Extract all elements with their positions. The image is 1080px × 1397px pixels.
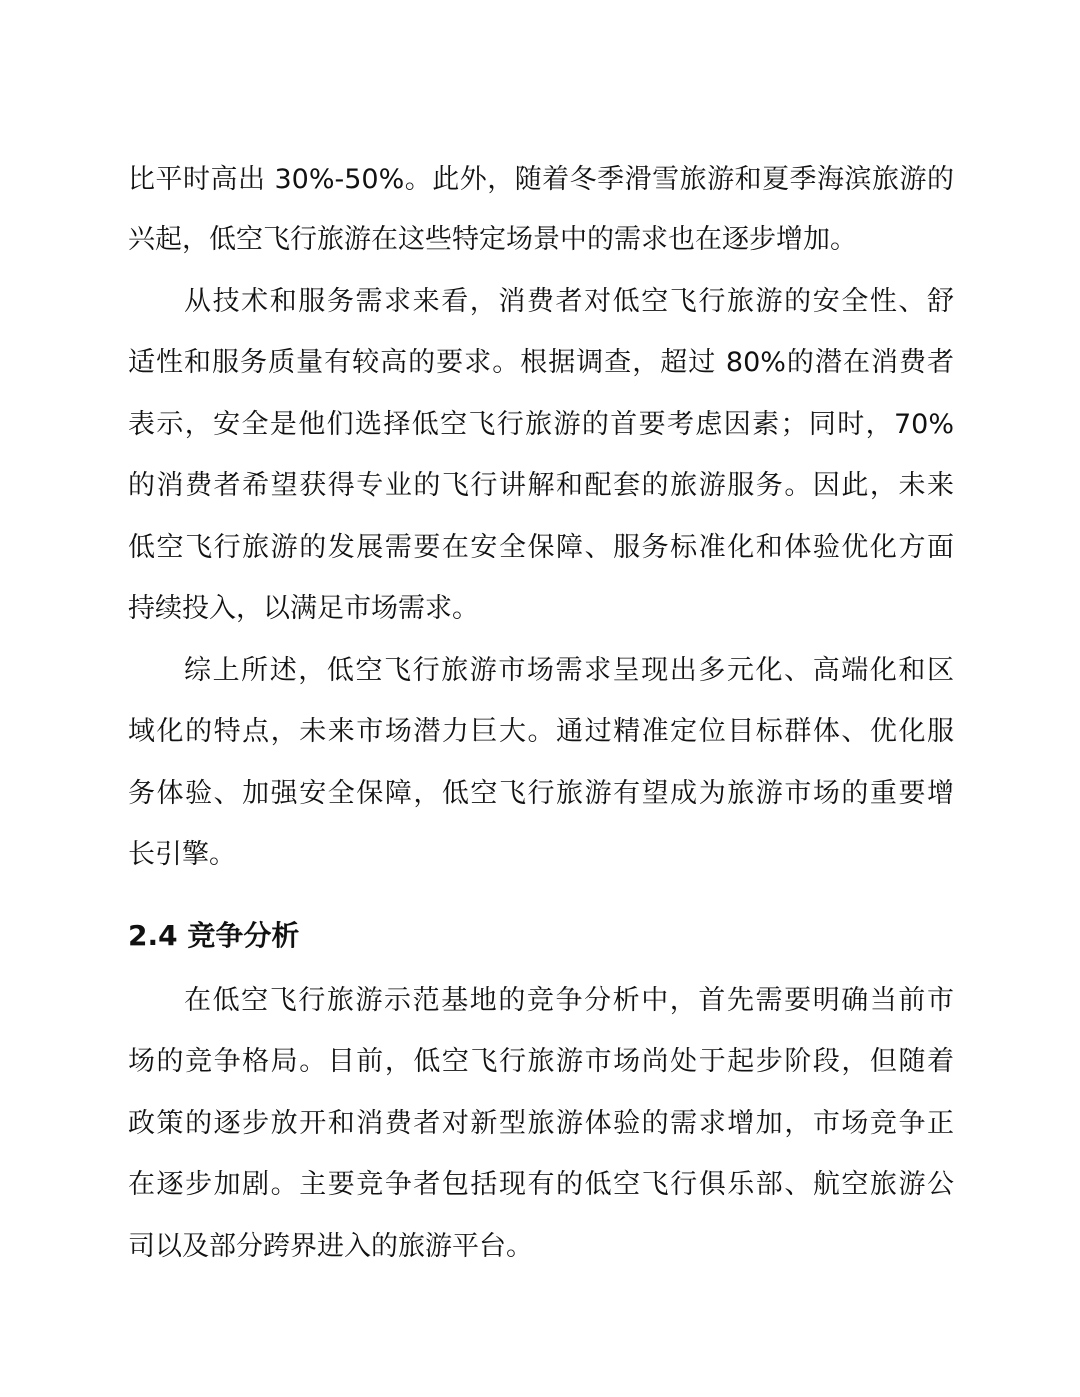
paragraph-3-line-2: 域化的特点，未来市场潜力巨大。通过精准定位目标群体、优化服 bbox=[128, 716, 954, 747]
section-paragraph-line-4: 在逐步加剧。主要竞争者包括现有的低空飞行俱乐部、航空旅游公 bbox=[128, 1169, 954, 1200]
paragraph-2-line-2: 适性和服务质量有较高的要求。根据调查，超过 80%的潜在消费者 bbox=[128, 347, 954, 378]
section-paragraph-line-3: 政策的逐步放开和消费者对新型旅游体验的需求增加，市场竞争正 bbox=[128, 1108, 954, 1139]
section-paragraph-line-1: 在低空飞行旅游示范基地的竞争分析中，首先需要明确当前市 bbox=[184, 985, 954, 1016]
section-paragraph-line-5: 司以及部分跨界进入的旅游平台。 bbox=[128, 1231, 533, 1262]
paragraph-3-line-4: 长引擎。 bbox=[128, 839, 236, 870]
paragraph-1-line-1: 比平时高出 30%-50%。此外，随着冬季滑雪旅游和夏季海滨旅游的 bbox=[128, 164, 954, 195]
paragraph-1-line-2: 兴起，低空飞行旅游在这些特定场景中的需求也在逐步增加。 bbox=[128, 224, 857, 255]
paragraph-3-line-1: 综上所述，低空飞行旅游市场需求呈现出多元化、高端化和区 bbox=[184, 655, 954, 686]
paragraph-2-line-1: 从技术和服务需求来看，消费者对低空飞行旅游的安全性、舒 bbox=[184, 286, 954, 317]
paragraph-2-line-5: 低空飞行旅游的发展需要在安全保障、服务标准化和体验优化方面 bbox=[128, 532, 954, 563]
section-paragraph-line-2: 场的竞争格局。目前，低空飞行旅游市场尚处于起步阶段，但随着 bbox=[128, 1046, 954, 1077]
paragraph-3-line-3: 务体验、加强安全保障，低空飞行旅游有望成为旅游市场的重要增 bbox=[128, 778, 954, 809]
section-heading: 2.4 竞争分析 bbox=[128, 919, 300, 952]
paragraph-2-line-3: 表示，安全是他们选择低空飞行旅游的首要考虑因素；同时，70% bbox=[128, 409, 954, 440]
paragraph-2-line-6: 持续投入，以满足市场需求。 bbox=[128, 593, 479, 624]
paragraph-2-line-4: 的消费者希望获得专业的飞行讲解和配套的旅游服务。因此，未来 bbox=[128, 470, 954, 501]
